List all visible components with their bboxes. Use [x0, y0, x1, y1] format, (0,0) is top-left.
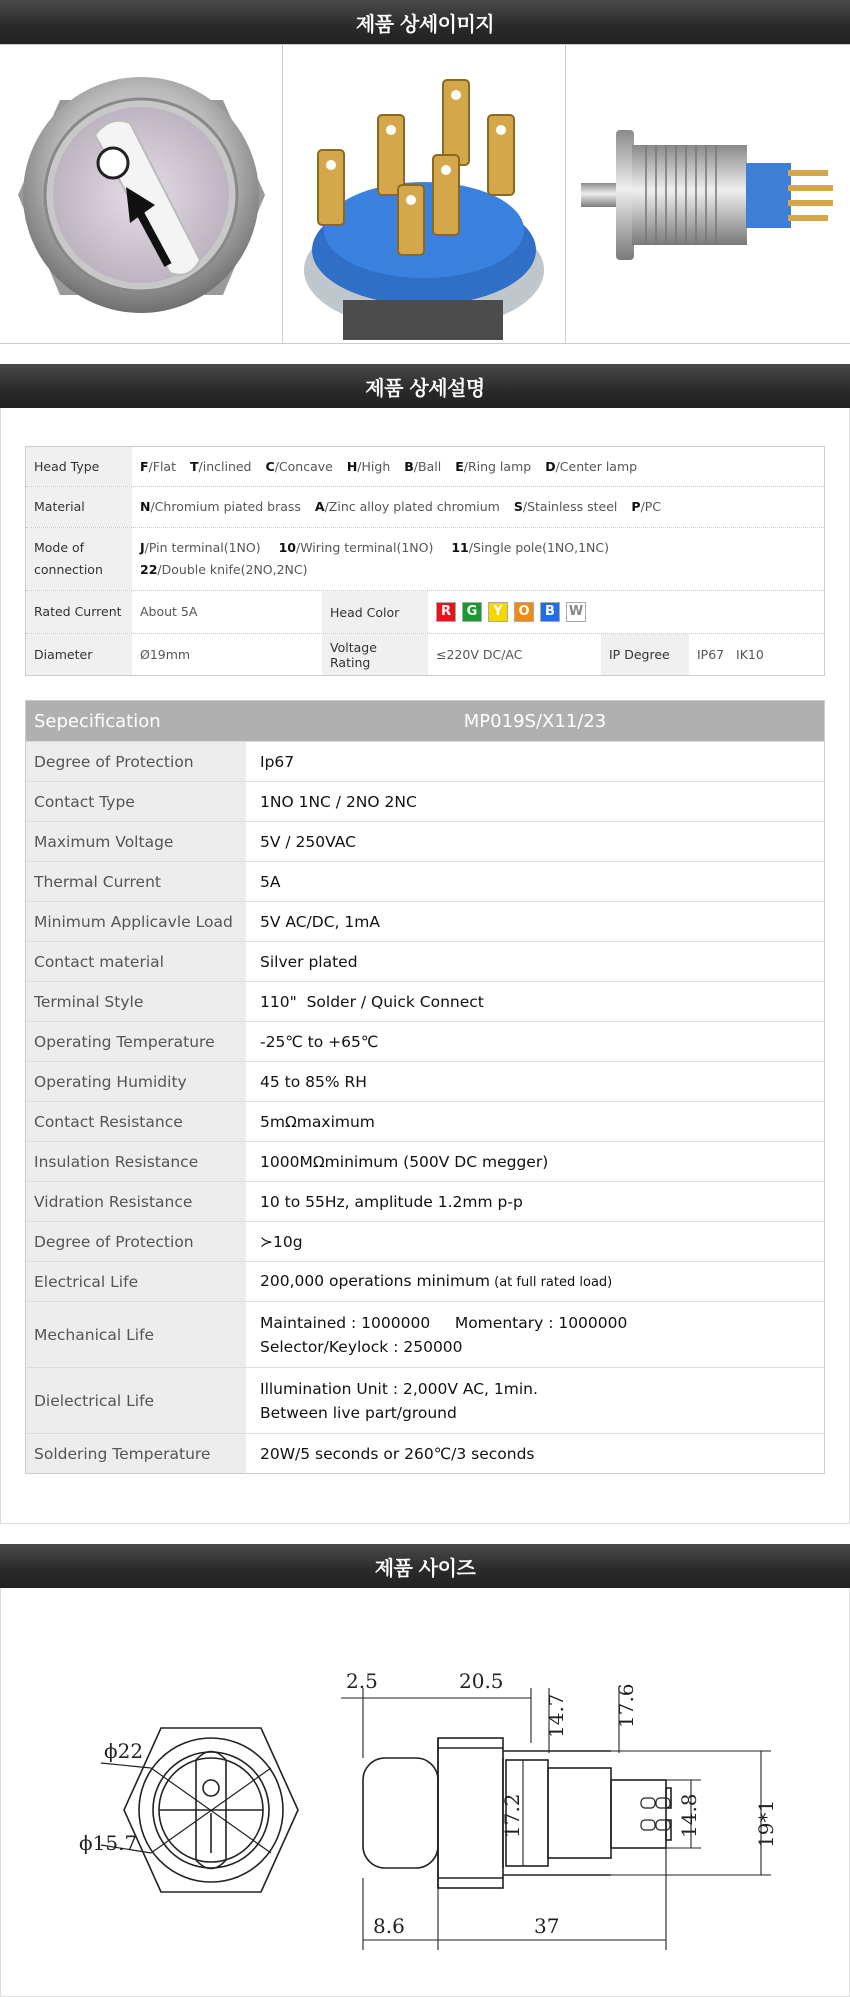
spec-value: Ip67 — [260, 752, 295, 771]
dim-height-176: 17.6 — [614, 1683, 638, 1728]
spec-key: Insulation Resistance — [26, 1142, 246, 1181]
spec-key: Maximum Voltage — [26, 822, 246, 861]
spec-value: 45 to 85% RH — [260, 1072, 367, 1091]
color-swatch-blue: B — [540, 602, 560, 622]
spec-row — [26, 901, 824, 941]
head-type-item: B/Ball — [404, 458, 442, 474]
spec-row — [26, 981, 824, 1021]
details-title-text: 제품 상세설명 — [365, 375, 485, 400]
spec-row — [26, 861, 824, 901]
dim-head-depth: 2.5 — [346, 1669, 378, 1693]
product-photo-strip — [0, 44, 850, 344]
spec-key: Mechanical Life — [26, 1302, 246, 1367]
head-type-label: Head Type — [26, 447, 132, 486]
head-color-swatches — [428, 591, 824, 633]
spec-row — [26, 1141, 824, 1181]
spec-value: Illumination Unit : 2,000V AC, 1min. Between live part/ground — [260, 1379, 538, 1422]
spec-key: Contact Resistance — [26, 1102, 246, 1141]
dim-inner-diameter: ϕ15.7 — [79, 1831, 138, 1855]
spec-value: 20W/5 seconds or 260℃/3 seconds — [260, 1444, 535, 1463]
spec-row — [26, 941, 824, 981]
material-item: A/Zinc alloy plated chromium — [314, 499, 500, 514]
spec-key: Electrical Life — [26, 1262, 246, 1301]
spec-value: 5mΩmaximum — [260, 1112, 375, 1131]
spec-value: 5V / 250VAC — [260, 832, 356, 851]
material-row — [26, 487, 824, 528]
diameter-value: Ø19mm — [140, 646, 191, 662]
head-type-item: D/Center lamp — [545, 458, 638, 474]
dim-outer-diameter: ϕ22 — [104, 1739, 144, 1763]
spec-row — [26, 1101, 824, 1141]
diameter-label: Diameter — [26, 634, 132, 675]
spec-header-row — [26, 701, 824, 741]
head-type-item: H/High — [346, 458, 391, 474]
color-swatch-yellow: Y — [488, 602, 508, 622]
color-swatch-white: W — [566, 602, 586, 622]
spec-value: -25℃ to +65℃ — [260, 1032, 379, 1051]
head-type-values — [132, 447, 824, 486]
dim-height-148: 14.8 — [677, 1793, 701, 1838]
spec-row — [26, 1021, 824, 1061]
spec-value: Silver plated — [260, 952, 358, 971]
dim-thread-length: 20.5 — [459, 1669, 504, 1693]
size-section-title — [0, 1544, 850, 1588]
spec-row — [26, 1261, 824, 1301]
spec-value: 110" Solder / Quick Connect — [260, 992, 484, 1011]
connection-item: J/Pin terminal(1NO) — [140, 540, 261, 555]
connection-item: 22/Double knife(2NO,2NC) — [140, 562, 308, 577]
spec-row — [26, 1061, 824, 1101]
diameter-voltage-row — [26, 634, 824, 675]
spec-key: Operating Temperature — [26, 1022, 246, 1061]
connection-label: Mode of connection — [26, 528, 132, 590]
spec-value: 200,000 operations minimum (at full rated load) — [260, 1271, 613, 1290]
spec-key: Degree of Protection — [26, 1222, 246, 1261]
material-item: P/PC — [631, 499, 662, 514]
photos-title-text: 제품 상세이미지 — [355, 11, 495, 36]
connection-item: 10/Wiring terminal(1NO) — [278, 540, 434, 555]
voltage-value: ≤220V DC/AC — [436, 646, 523, 662]
spec-key: Degree of Protection — [26, 742, 246, 781]
voltage-label: Voltage Rating — [322, 634, 428, 675]
dim-height-147: 14.7 — [544, 1693, 568, 1738]
switch-side-image — [566, 45, 850, 343]
head-type-item: C/Concave — [265, 458, 333, 474]
material-item: S/Stainless steel — [513, 499, 618, 514]
rated-current-label: Rated Current — [26, 591, 132, 633]
spec-key: Terminal Style — [26, 982, 246, 1021]
material-values — [132, 487, 824, 527]
connection-item: 11/Single pole(1NO,1NC) — [451, 540, 609, 555]
size-title-text: 제품 사이즈 — [374, 1555, 476, 1580]
spec-value: 1000MΩminimum (500V DC megger) — [260, 1152, 549, 1171]
spec-row-mechanical-life — [26, 1301, 824, 1367]
switch-terminal-image — [283, 45, 566, 343]
specification-table — [25, 700, 825, 1474]
spec-key: Thermal Current — [26, 862, 246, 901]
connection-row — [26, 528, 824, 591]
spec-key: Contact Type — [26, 782, 246, 821]
material-label: Material — [26, 487, 132, 527]
dim-total-length: 37 — [534, 1914, 560, 1938]
dim-head-length: 8.6 — [373, 1914, 405, 1938]
technical-drawing — [1, 1588, 850, 1997]
spec-row — [26, 1181, 824, 1221]
spec-value-note: (at full rated load) — [490, 1274, 613, 1290]
spec-value: Maintained : 1000000 Momentary : 1000000 Selector/Keylock : 250000 — [260, 1313, 628, 1356]
dim-height-172: 17.2 — [500, 1793, 524, 1838]
spec-key: Operating Humidity — [26, 1062, 246, 1101]
head-type-item: E/Ring lamp — [455, 458, 532, 474]
color-swatch-orange: O — [514, 602, 534, 622]
spec-row-soldering-temperature — [26, 1433, 824, 1473]
spec-value: 1NO 1NC / 2NO 2NC — [260, 792, 417, 811]
ip-degree-label: IP Degree — [601, 634, 689, 675]
details-section-title — [0, 364, 850, 408]
rated-current-value: About 5A — [140, 604, 198, 619]
dim-height-19: 19*1 — [754, 1799, 778, 1848]
spec-row — [26, 1221, 824, 1261]
spec-rows — [26, 741, 824, 1301]
spec-row — [26, 821, 824, 861]
product-photo-side[interactable] — [566, 45, 850, 343]
spec-key: Vidration Resistance — [26, 1182, 246, 1221]
spec-header-label: Sepecification — [34, 710, 161, 732]
spec-row — [26, 781, 824, 821]
ip-degree-value: IP67 IK10 — [697, 646, 764, 662]
spec-row — [26, 741, 824, 781]
photos-section-title — [0, 0, 850, 44]
spec-row-dielectrical-life — [26, 1367, 824, 1433]
spec-value: 5A — [260, 872, 281, 891]
spec-value: 5V AC/DC, 1mA — [260, 912, 380, 931]
material-item: N/Chromium piated brass — [140, 499, 301, 514]
dimension-drawing — [0, 1588, 850, 1997]
spec-key: Minimum Applicavle Load — [26, 902, 246, 941]
product-photo-terminals[interactable] — [283, 45, 566, 343]
current-color-row — [26, 591, 824, 634]
spec-key: Soldering Temperature — [26, 1434, 246, 1473]
switch-front-image — [0, 45, 283, 343]
head-type-item: T/inclined — [189, 458, 252, 474]
spec-key: Dielectrical Life — [26, 1368, 246, 1433]
head-type-row — [26, 447, 824, 487]
head-type-item: F/Flat — [140, 458, 176, 474]
spec-key: Contact material — [26, 942, 246, 981]
spec-model-number: MP019S/X11/23 — [463, 710, 607, 732]
spec-value: ≻10g — [260, 1232, 303, 1251]
color-swatch-red: R — [436, 602, 456, 622]
product-photo-front[interactable] — [0, 45, 283, 343]
ordering-code-table — [25, 446, 825, 676]
spec-value: 10 to 55Hz, amplitude 1.2mm p-p — [260, 1192, 523, 1211]
head-color-label: Head Color — [322, 591, 428, 633]
color-swatch-green: G — [462, 602, 482, 622]
connection-values — [132, 528, 824, 590]
